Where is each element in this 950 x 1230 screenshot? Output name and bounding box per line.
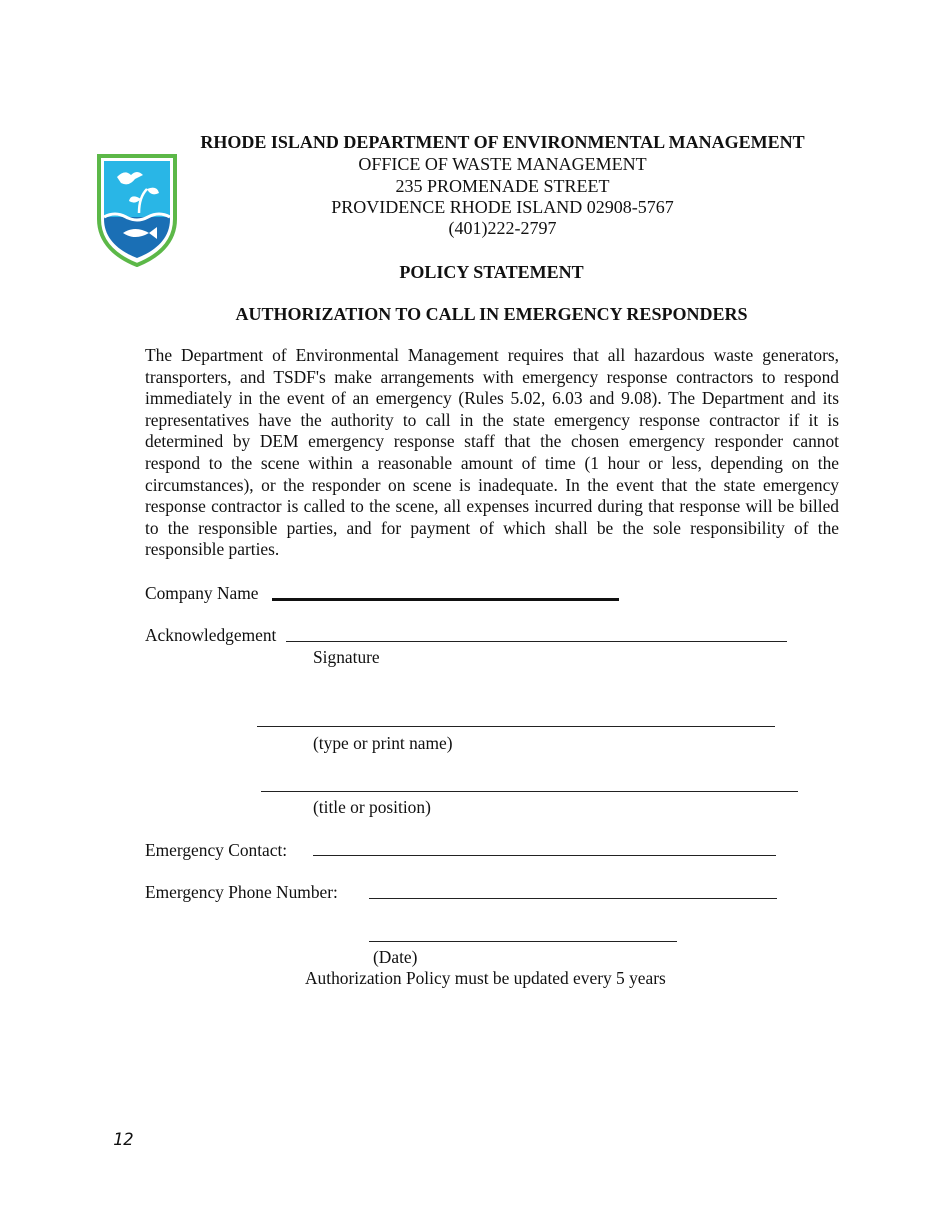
page-number: 12 xyxy=(113,1130,134,1150)
company-name-label: Company Name xyxy=(145,583,259,603)
title-position-caption: (title or position) xyxy=(313,797,431,817)
print-name-caption: (type or print name) xyxy=(313,733,453,753)
policy-title: AUTHORIZATION TO CALL IN EMERGENCY RESPONDERS xyxy=(235,304,748,324)
signature-caption: Signature xyxy=(313,647,380,667)
street-address: 235 PROMENADE STREET xyxy=(395,176,610,196)
policy-body: The Department of Environmental Management requires that all hazardous waste generators, transporters, and TSDF's make arrangements with emergency response contractors to respond immediately in the event of an emergency (Rules 5.02, 6.03 and 9.08). The Department and its representatives have the authority to call in the state emergency response contractor if it is determined by DEM emergency response staff that the chosen emergency responder cannot respond to the scene within a reasonable amount of time (1 hour or less, depending on the circumstances), or the responder on scene is inadequate. In the event that the state emergency response contractor is called to the scene, all expenses incurred during that response will be billed to the responsible parties, and for payment of which shall be the sole responsibility of the responsible parties. xyxy=(145,345,839,560)
department-name: RHODE ISLAND DEPARTMENT OF ENVIRONMENTAL MANAGEMENT xyxy=(200,132,805,152)
footer-note: Authorization Policy must be updated every 5 years xyxy=(305,968,666,988)
city-address: PROVIDENCE RHODE ISLAND 02908-5767 xyxy=(331,197,674,217)
office-name: OFFICE OF WASTE MANAGEMENT xyxy=(358,154,647,174)
emergency-phone-field[interactable] xyxy=(369,898,777,899)
policy-heading: POLICY STATEMENT xyxy=(399,262,584,282)
date-field[interactable] xyxy=(369,941,677,942)
emergency-contact-label: Emergency Contact: xyxy=(145,840,288,860)
acknowledgement-label: Acknowledgement xyxy=(145,625,277,645)
emergency-phone-label: Emergency Phone Number: xyxy=(145,882,338,902)
company-name-field[interactable] xyxy=(272,598,619,601)
title-position-field[interactable] xyxy=(261,791,798,792)
print-name-field[interactable] xyxy=(257,726,775,727)
date-caption: (Date) xyxy=(373,947,418,967)
acknowledgement-signature-field[interactable] xyxy=(286,641,787,642)
office-phone: (401)222-2797 xyxy=(448,218,557,238)
emergency-contact-field[interactable] xyxy=(313,855,776,856)
